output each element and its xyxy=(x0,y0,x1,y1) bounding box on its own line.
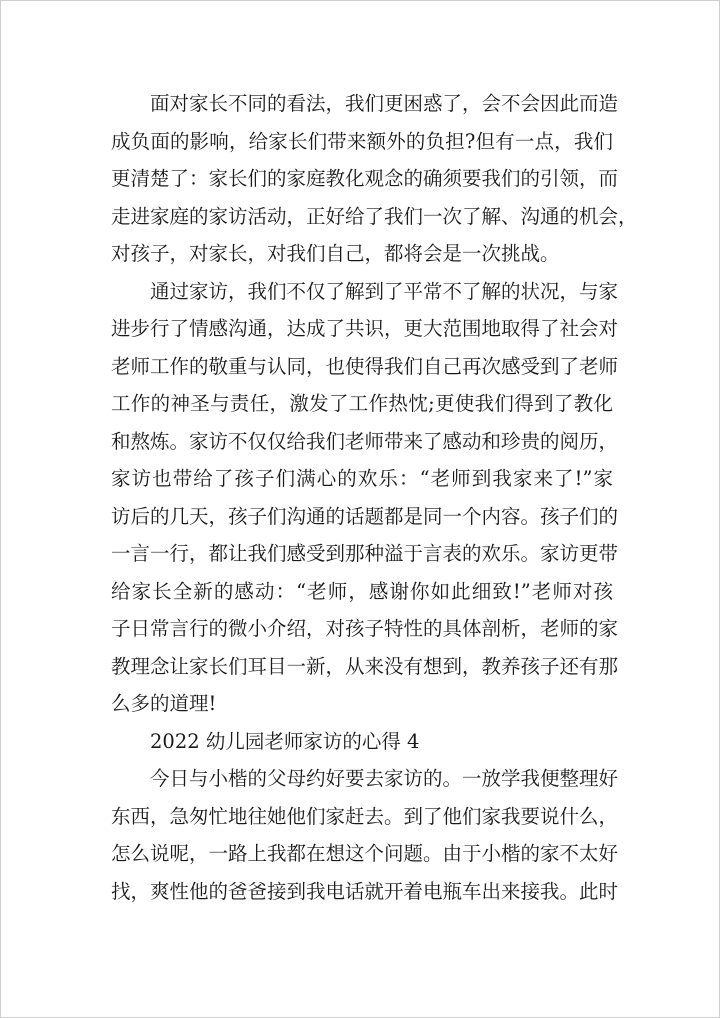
text-line: 2022 幼儿园老师家访的心得 4 xyxy=(150,729,420,753)
text-line: 对孩子，对家长，对我们自己，都将会是一次挑战。 xyxy=(111,242,560,265)
text-line: 东西，急匆忙地往她他们家赶去。到了他们家我要说什么， xyxy=(111,804,619,828)
text-line: 更清楚了：家长们的家庭教化观念的确须要我们的引领，而 xyxy=(111,167,619,190)
text-line: 工作的神圣与责任，激发了工作热忱;更使我们得到了教化 xyxy=(111,392,613,415)
text-line: 成负面的影响，给家长们带来额外的负担?但有一点，我们 xyxy=(111,129,613,153)
text-line: 子日常言行的微小介绍，对孩子特性的具体剖析，老师的家 xyxy=(111,617,619,640)
text-line: 一言一行，都让我们感受到那种溢于言表的欢乐。家访更带 xyxy=(111,542,619,565)
text-line: 怎么说呢，一路上我都在想这个问题。由于小楷的家不太好 xyxy=(111,842,619,865)
text-line: 和熬炼。家访不仅仅给我们老师带来了感动和珍贵的阅历， xyxy=(111,429,619,453)
text-line: 进步行了情感沟通，达成了共识，更大范围地取得了社会对 xyxy=(111,317,619,340)
document-body xyxy=(111,85,638,910)
text-line: 给家长全新的感动：“老师，感谢你如此细致!”老师对孩 xyxy=(111,579,613,603)
text-line: 么多的道理! xyxy=(111,692,217,715)
text-line: 家访也带给了孩子们满心的欢乐：“老师到我家来了!”家 xyxy=(111,467,613,490)
text-line: 通过家访，我们不仅了解到了平常不了解的状况，与家 xyxy=(150,279,619,303)
text-line: 面对家长不同的看法，我们更困惑了，会不会因此而造 xyxy=(150,92,619,115)
text-line: 走进家庭的家访活动，正好给了我们一次了解、沟通的机会， xyxy=(111,204,638,228)
text-line: 访后的几天，孩子们沟通的话题都是同一个内容。孩子们的 xyxy=(111,504,619,528)
text-line: 教理念让家长们耳目一新，从来没有想到，教养孩子还有那 xyxy=(111,654,619,678)
text-line: 今日与小楷的父母约好要去家访的。一放学我便整理好 xyxy=(150,767,619,790)
text-line: 找，爽性他的爸爸接到我电话就开着电瓶车出来接我。此时 xyxy=(111,879,619,903)
text-line: 老师工作的敬重与认同，也使得我们自己再次感受到了老师 xyxy=(111,354,619,378)
